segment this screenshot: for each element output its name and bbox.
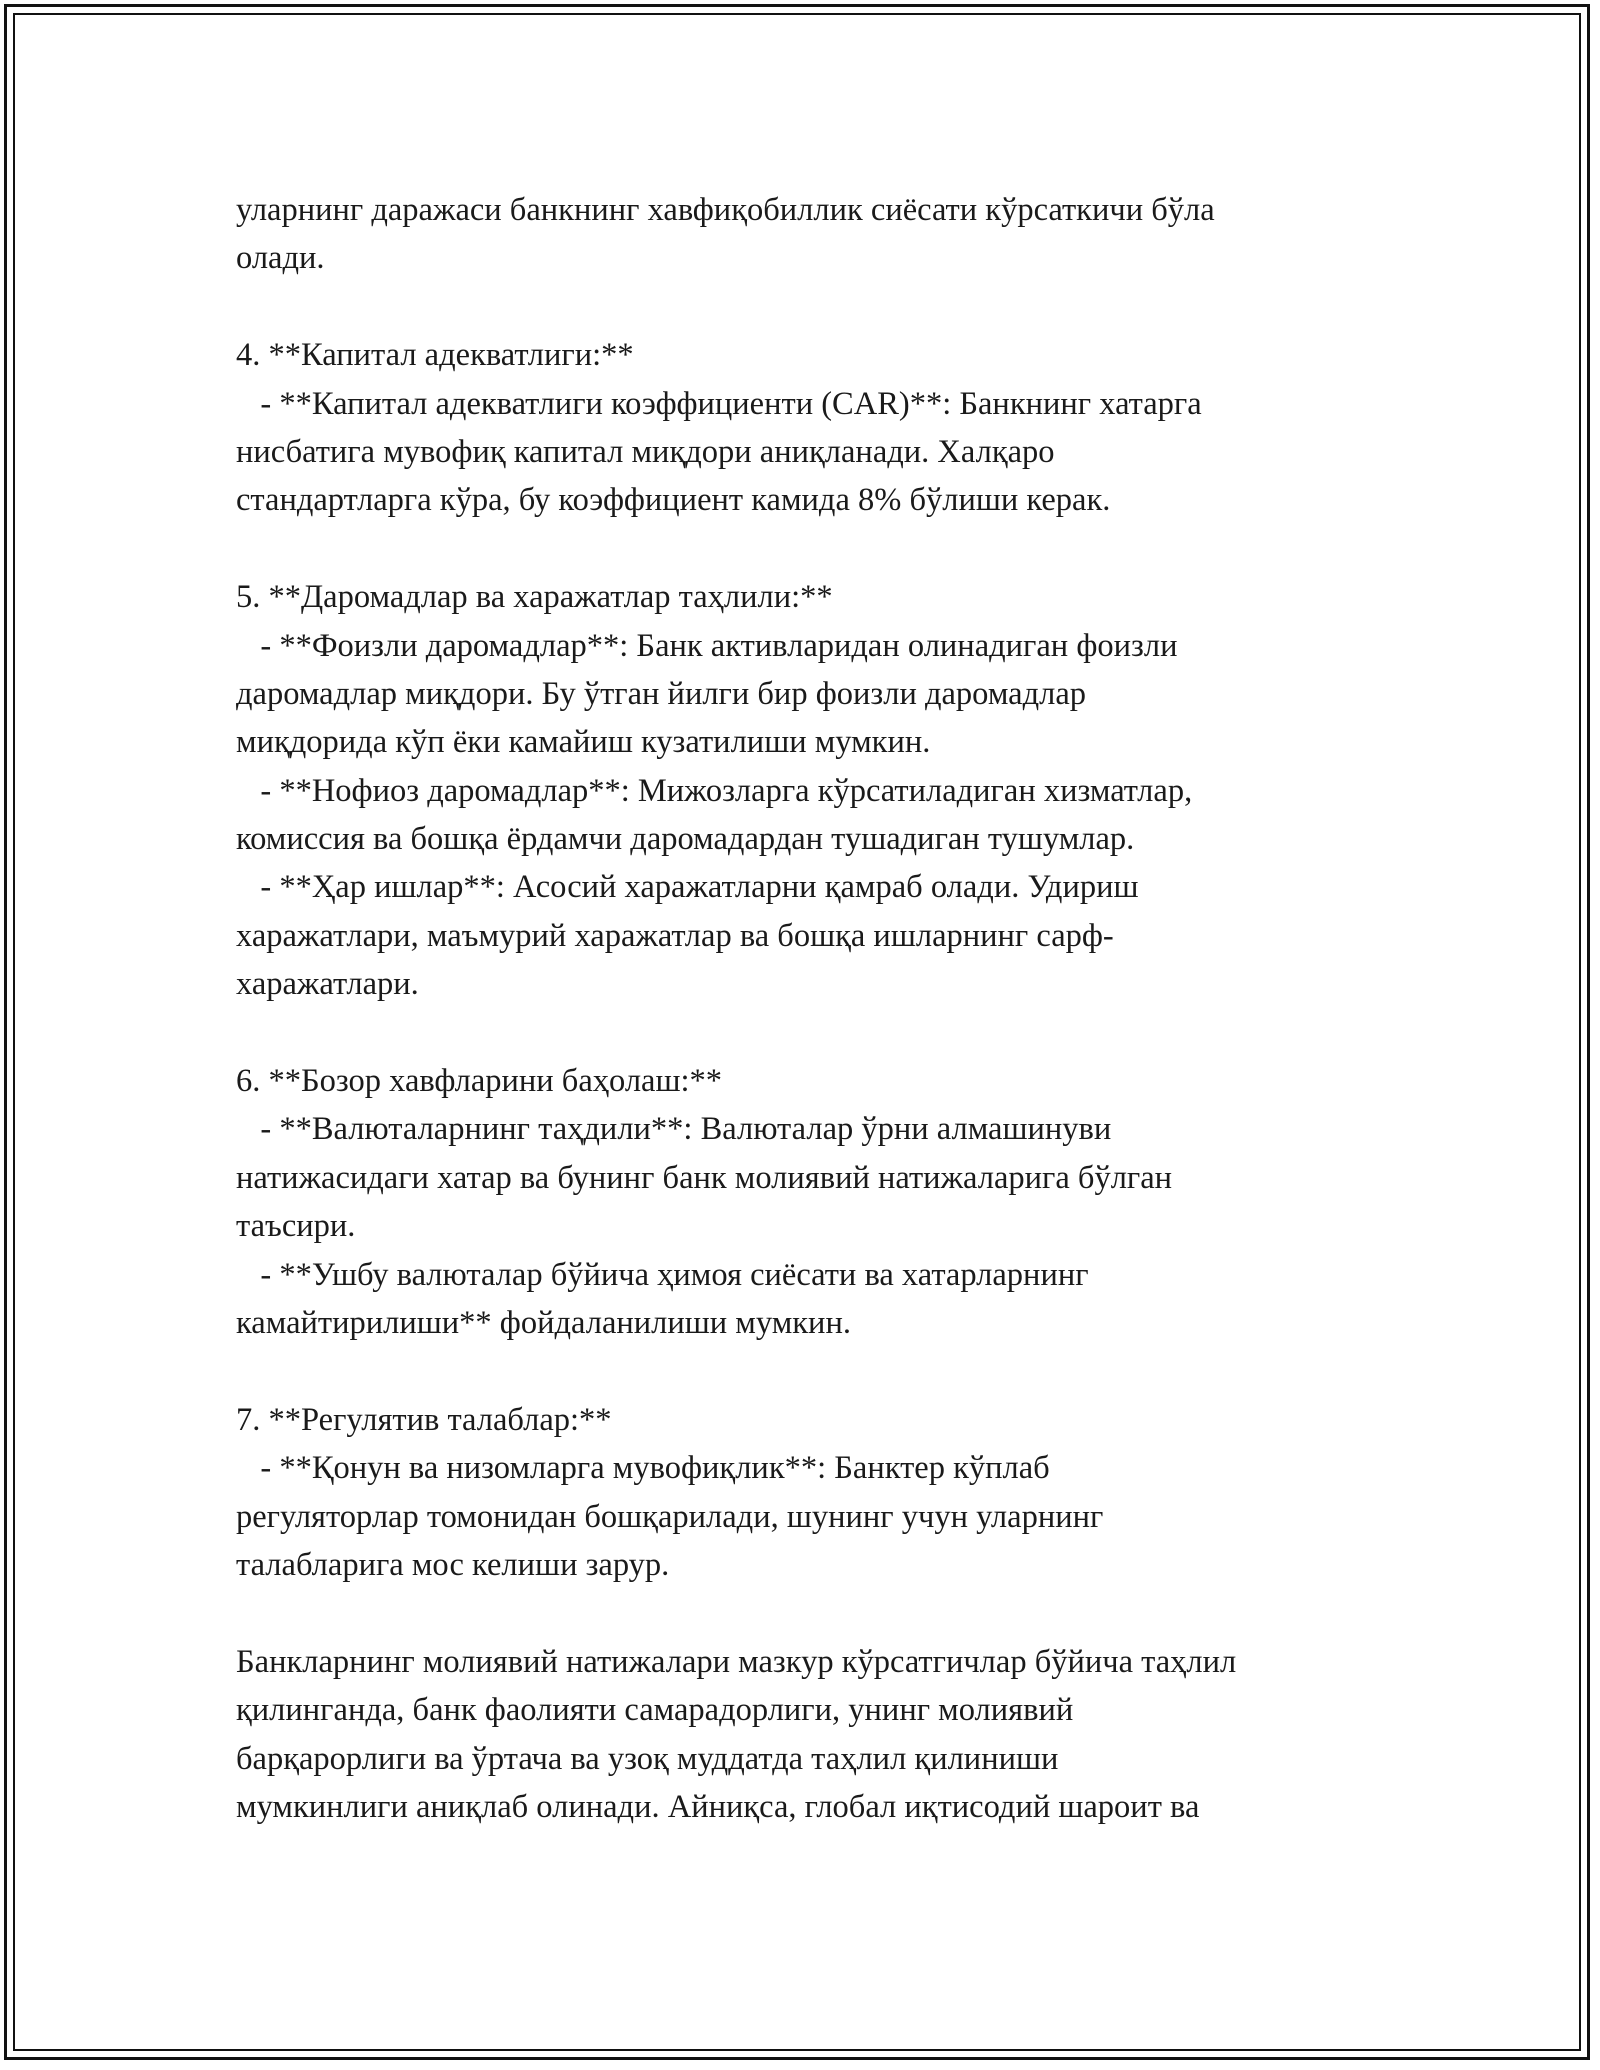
- text-line: мумкинлиги аниқлаб олинади. Айниқса, глобал иқтисодий шароит ва: [236, 1788, 1200, 1825]
- text-line: уларнинг даражаси банкнинг хавфиқобиллик сиёсати кўрсаткичи бўла: [236, 192, 1215, 228]
- text-line: олади.: [236, 240, 325, 277]
- text-line: - **Ушбу валюталар бўйича ҳимоя сиёсати ва хатарларнинг: [236, 1256, 1089, 1293]
- document-body: [236, 186, 1396, 1831]
- text-line: таъсири.: [236, 1208, 356, 1245]
- text-line: Банкларнинг молиявий натижалари мазкур кўрсатгичлар бўйича таҳлил: [236, 1643, 1237, 1680]
- paragraph-gap: [236, 283, 1396, 331]
- text-line: - **Фоизли даромадлар**: Банк активларидан олинадиган фоизли: [236, 627, 1178, 664]
- text-line: харажатлари, маъмурий харажатлар ва бошқа ишларнинг сарф-: [236, 917, 1114, 954]
- text-line: қилинганда, банк фаолияти самарадорлиги, унинг молиявий: [236, 1692, 1074, 1729]
- text-line: натижасидаги хатар ва бунинг банк молиявий натижаларига бўлган: [236, 1159, 1173, 1196]
- text-line: миқдорида кўп ёки камайиш кузатилиши мумкин.: [236, 724, 931, 761]
- paragraph-gap: [236, 1009, 1396, 1057]
- text-line: стандартларга кўра, бу коэффициент камида 8% бўлиши керак.: [236, 482, 1111, 519]
- text-line: талабларига мос келиши зарур.: [236, 1546, 670, 1583]
- paragraph-gap: [236, 525, 1396, 573]
- text-line: - **Нофиоз даромадлар**: Мижозларга кўрсатиладиган хизматлар,: [236, 772, 1193, 809]
- text-line: харажатлари.: [236, 966, 419, 1003]
- text-line: 4. **Капитал адекватлиги:**: [236, 337, 634, 374]
- paragraph-gap: [236, 1589, 1396, 1637]
- text-line: барқарорлиги ва ўртача ва узоқ муддатда таҳлил қилиниши: [236, 1740, 1059, 1777]
- text-line: - **Валюталарнинг таҳдили**: Валюталар ўрни алмашинуви: [236, 1111, 1112, 1148]
- text-line: 5. **Даромадлар ва харажатлар таҳлили:**: [236, 579, 833, 616]
- text-line: комиссия ва бошқа ёрдамчи даромадардан тушадиган тушумлар.: [236, 821, 1135, 858]
- text-line: камайтирилиши** фойдаланилиши мумкин.: [236, 1304, 851, 1341]
- text-line: даромадлар миқдори. Бу ўтган йилги бир фоизли даромадлар: [236, 675, 1087, 712]
- text-line: - **Қонун ва низомларга мувофиқлик**: Банктер кўплаб: [236, 1450, 1050, 1487]
- text-line: регуляторлар томонидан бошқарилади, шунинг учун уларнинг: [236, 1498, 1104, 1535]
- text-line: 7. **Регулятив талаблар:**: [236, 1401, 612, 1438]
- text-line: - **Капитал адекватлиги коэффициенти (CAR)**: Банкнинг хатарга: [236, 385, 1202, 422]
- paragraph-gap: [236, 1347, 1396, 1395]
- text-line: - **Ҳар ишлар**: Асосий харажатларни қамраб олади. Удириш: [236, 869, 1139, 906]
- text-line: 6. **Бозор хавфларини баҳолаш:**: [236, 1063, 723, 1100]
- text-line: нисбатига мувофиқ капитал миқдори аниқланади. Халқаро: [236, 433, 1055, 470]
